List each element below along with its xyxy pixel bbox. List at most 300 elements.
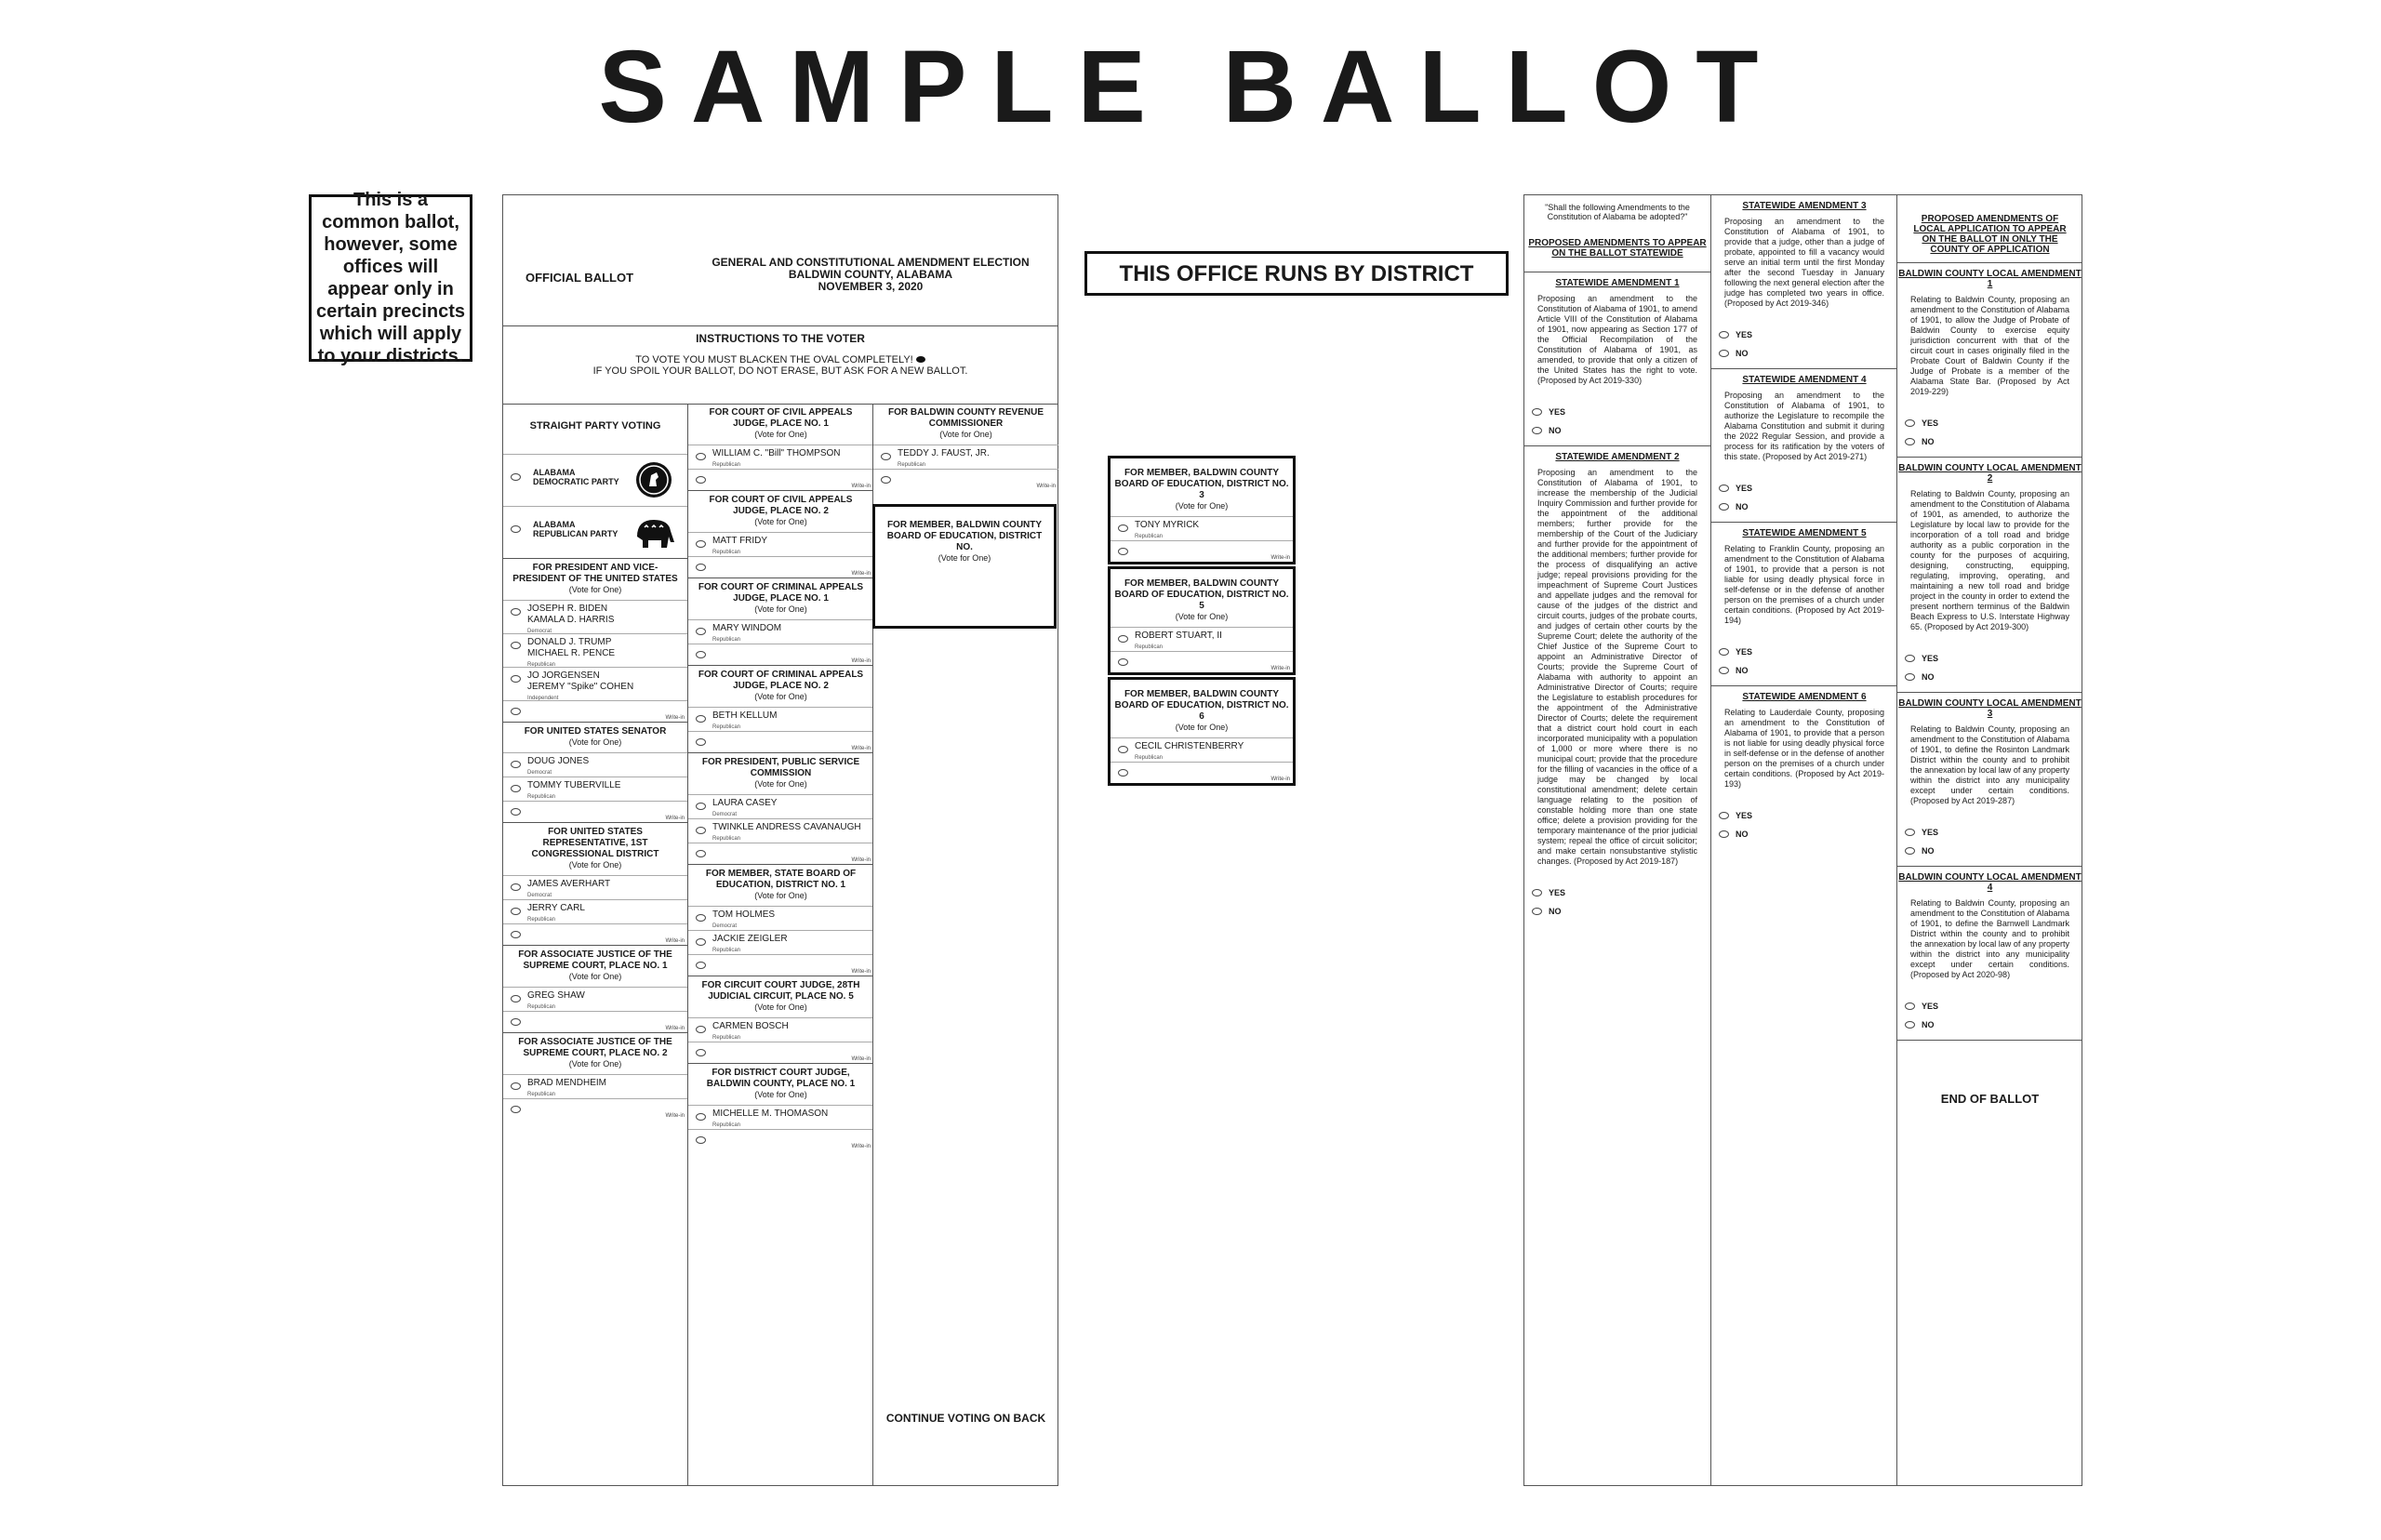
candidate-row[interactable] bbox=[503, 777, 687, 801]
candidate-oval[interactable] bbox=[511, 908, 521, 915]
candidate-name: JOSEPH R. BIDEN KAMALA D. HARRIS bbox=[527, 604, 615, 625]
candidate-oval[interactable] bbox=[696, 540, 706, 548]
race-vote-for: (Vote for One) bbox=[754, 779, 807, 789]
write-in-label: Write-in bbox=[665, 938, 685, 944]
write-in-label: Write-in bbox=[851, 746, 871, 751]
vote-yes-oval[interactable] bbox=[1532, 408, 1542, 416]
race-vote-for: (Vote for One) bbox=[754, 1002, 807, 1012]
amendment-block bbox=[1897, 866, 2082, 1040]
write-in-oval[interactable] bbox=[511, 1018, 521, 1026]
candidate-oval[interactable] bbox=[696, 938, 706, 946]
vote-no-label: NO bbox=[1922, 672, 1935, 682]
amendment-text: Relating to Baldwin County, proposing an amendment to the Constitution of Alabama of 1901, to define the Rosinton Landmark District within the county and to prohibit the annexation by local law of any property within the district into any municipality except under certain conditions. (Proposed by Act 2019-287) bbox=[1910, 724, 2069, 805]
candidate-name: GREG SHAW bbox=[527, 990, 585, 1001]
vote-yes-oval[interactable] bbox=[1532, 889, 1542, 896]
district-races bbox=[1108, 456, 1296, 788]
candidate-party: Democrat bbox=[712, 923, 738, 929]
race-block bbox=[688, 864, 873, 976]
write-in-row[interactable] bbox=[688, 556, 873, 578]
vote-no-row[interactable] bbox=[1711, 661, 1897, 680]
ballot-columns bbox=[503, 404, 1057, 1485]
vote-no-oval[interactable] bbox=[1905, 673, 1915, 681]
candidate-name: MICHELLE M. THOMASON bbox=[712, 1109, 829, 1119]
candidate-row[interactable] bbox=[688, 445, 873, 469]
instructions-title: INSTRUCTIONS TO THE VOTER bbox=[696, 332, 865, 345]
vote-yes-row[interactable] bbox=[1897, 649, 2082, 668]
race-block bbox=[688, 976, 873, 1063]
race-title: FOR MEMBER, BALDWIN COUNTY BOARD OF EDUCATION, DISTRICT NO. 3 bbox=[1114, 468, 1289, 500]
amendment-text: Relating to Baldwin County, proposing an amendment to the Constitution of Alabama of 1901, as amended, to authorize the Legislature by local law to provide for the incorporation of a toll road and bridge authority as a public corporation in the county for the purposes of acquiring, designing, constructing, equipping, regulating, improving, operating, and maintaining a new toll road and bridge project in the county in order to extend the present northern terminus of the Baldwin Beach Express to U.S. Interstate Highway 65. (Proposed by Act 2019-300) bbox=[1910, 489, 2069, 631]
candidate-oval[interactable] bbox=[1118, 746, 1128, 753]
candidate-party: Republican bbox=[898, 462, 926, 468]
vote-no-row[interactable] bbox=[1524, 421, 1710, 440]
write-in-row[interactable] bbox=[503, 700, 687, 722]
write-in-label: Write-in bbox=[665, 1026, 685, 1031]
amendment-block bbox=[1711, 685, 1897, 849]
vote-yes-row[interactable] bbox=[1524, 403, 1710, 421]
race-vote-for: (Vote for One) bbox=[568, 1059, 622, 1069]
vote-no-label: NO bbox=[1549, 426, 1562, 435]
race-block bbox=[503, 722, 687, 822]
amendment-spacer bbox=[1897, 806, 2082, 823]
candidate-oval[interactable] bbox=[511, 675, 521, 683]
candidate-oval[interactable] bbox=[511, 883, 521, 891]
candidate-row[interactable] bbox=[503, 667, 687, 700]
vote-no-oval[interactable] bbox=[1719, 350, 1729, 357]
write-in-row[interactable] bbox=[1111, 651, 1293, 672]
race-block bbox=[1108, 456, 1296, 564]
write-in-row[interactable] bbox=[688, 644, 873, 665]
instructions-line-2: IF YOU SPOIL YOUR BALLOT, DO NOT ERASE, BUT ASK FOR A NEW BALLOT. bbox=[592, 365, 968, 377]
vote-no-row[interactable] bbox=[1897, 432, 2082, 451]
race-vote-for: (Vote for One) bbox=[754, 891, 807, 900]
race-block bbox=[503, 945, 687, 1032]
vote-yes-label: YES bbox=[1736, 330, 1753, 339]
vote-yes-oval[interactable] bbox=[1905, 829, 1915, 836]
election-county: BALDWIN COUNTY, ALABAMA bbox=[788, 268, 953, 281]
official-ballot-label: OFFICIAL BALLOT bbox=[525, 271, 634, 285]
party-republican-label: ALABAMA REPUBLICAN PARTY bbox=[533, 520, 619, 538]
amendment-block bbox=[1897, 262, 2082, 457]
vote-no-oval[interactable] bbox=[1905, 847, 1915, 855]
candidate-party: Republican bbox=[712, 637, 741, 643]
candidate-party: Democrat bbox=[527, 893, 552, 898]
instructions-text-1: TO VOTE YOU MUST BLACKEN THE OVAL COMPLETELY! bbox=[635, 354, 913, 365]
race-title: FOR MEMBER, BALDWIN COUNTY BOARD OF EDUCATION, DISTRICT NO. 6 bbox=[1114, 689, 1289, 722]
amendment-title: STATEWIDE AMENDMENT 5 bbox=[1742, 528, 1867, 538]
candidate-row[interactable] bbox=[1111, 516, 1293, 540]
candidate-oval[interactable] bbox=[1118, 524, 1128, 532]
race-block bbox=[503, 558, 687, 722]
write-in-row[interactable] bbox=[688, 1042, 873, 1063]
vote-no-oval[interactable] bbox=[1905, 438, 1915, 445]
race-block bbox=[688, 578, 873, 665]
write-in-row[interactable] bbox=[503, 801, 687, 822]
amendment-block bbox=[1711, 195, 1897, 368]
vote-no-label: NO bbox=[1922, 1020, 1935, 1029]
write-in-label: Write-in bbox=[851, 484, 871, 489]
candidate-party: Republican bbox=[527, 662, 556, 668]
vote-no-label: NO bbox=[1736, 502, 1749, 511]
amendment-title: STATEWIDE AMENDMENT 2 bbox=[1555, 452, 1680, 462]
race-vote-for: (Vote for One) bbox=[1175, 501, 1229, 511]
write-in-row[interactable] bbox=[503, 1011, 687, 1032]
vote-yes-label: YES bbox=[1736, 647, 1753, 657]
amendment-text: Relating to Franklin County, proposing an amendment to the Constitution of Alabama of 1901, to provide that a person is not liable for using deadly physical force in self-defense or in the defense of another person on the premises of a church under certain conditions. (Proposed by Act 2019-194) bbox=[1724, 544, 1884, 625]
candidate-oval[interactable] bbox=[696, 827, 706, 834]
vote-no-label: NO bbox=[1549, 907, 1562, 916]
candidate-party: Republican bbox=[527, 794, 556, 800]
candidate-party: Republican bbox=[712, 724, 741, 730]
end-of-ballot-label: END OF BALLOT bbox=[1897, 1040, 2082, 1105]
vote-yes-label: YES bbox=[1549, 888, 1566, 897]
ballot-header bbox=[503, 195, 1057, 326]
write-in-row[interactable] bbox=[688, 1129, 873, 1150]
vote-yes-row[interactable] bbox=[1524, 883, 1710, 902]
race-block bbox=[688, 665, 873, 752]
amendment-spacer bbox=[1897, 632, 2082, 649]
write-in-oval[interactable] bbox=[511, 708, 521, 715]
candidate-row[interactable] bbox=[688, 1017, 873, 1042]
write-in-row[interactable] bbox=[503, 923, 687, 945]
candidate-party: Republican bbox=[1135, 755, 1164, 761]
candidate-row[interactable] bbox=[688, 794, 873, 818]
race-vote-for: (Vote for One) bbox=[754, 604, 807, 614]
race-title: FOR COURT OF CRIMINAL APPEALS JUDGE, PLACE NO. 1 bbox=[698, 582, 864, 604]
vote-yes-oval[interactable] bbox=[1719, 331, 1729, 339]
amendment-spacer bbox=[1897, 397, 2082, 414]
race-title: FOR MEMBER, BALDWIN COUNTY BOARD OF EDUCATION, DISTRICT NO. 5 bbox=[1114, 578, 1289, 611]
vote-no-oval[interactable] bbox=[1532, 908, 1542, 915]
amendment-block bbox=[1897, 692, 2082, 866]
write-in-label: Write-in bbox=[851, 1056, 871, 1062]
race-vote-for: (Vote for One) bbox=[568, 972, 622, 981]
amendment-text: Relating to Lauderdale County, proposing an amendment to the Constitution of Alabama of 1901, to provide that a person is not liable for using deadly physical force in self-defense or in the defense of another person on the premises of a church under certain conditions. (Proposed by Act 2019-193) bbox=[1724, 708, 1884, 789]
race-title: FOR PRESIDENT, PUBLIC SERVICE COMMISSION bbox=[701, 757, 860, 778]
write-in-oval[interactable] bbox=[1118, 769, 1128, 777]
vote-no-row[interactable] bbox=[1711, 825, 1897, 843]
write-in-label: Write-in bbox=[665, 1113, 685, 1119]
candidate-oval[interactable] bbox=[511, 761, 521, 768]
candidate-row[interactable] bbox=[503, 600, 687, 633]
write-in-oval[interactable] bbox=[1118, 658, 1128, 666]
vote-yes-row[interactable] bbox=[1711, 479, 1897, 498]
vote-yes-oval[interactable] bbox=[1719, 485, 1729, 492]
write-in-row[interactable] bbox=[503, 1098, 687, 1120]
write-in-oval[interactable] bbox=[696, 651, 706, 658]
vote-no-label: NO bbox=[1922, 846, 1935, 856]
candidate-oval[interactable] bbox=[696, 715, 706, 723]
race-title: FOR COURT OF CRIMINAL APPEALS JUDGE, PLACE NO. 2 bbox=[698, 670, 864, 691]
write-in-label: Write-in bbox=[851, 571, 871, 577]
amendment-block bbox=[1711, 368, 1897, 522]
vote-yes-row[interactable] bbox=[1711, 806, 1897, 825]
candidate-name: ROBERT STUART, II bbox=[1135, 631, 1222, 641]
candidate-party: Republican bbox=[712, 948, 741, 953]
vote-yes-row[interactable] bbox=[1897, 414, 2082, 432]
vote-yes-label: YES bbox=[1736, 484, 1753, 493]
candidate-row[interactable] bbox=[503, 987, 687, 1011]
vote-yes-oval[interactable] bbox=[1905, 655, 1915, 662]
candidate-oval[interactable] bbox=[696, 1113, 706, 1121]
candidate-oval[interactable] bbox=[511, 995, 521, 1002]
party-republican-oval[interactable] bbox=[511, 525, 521, 533]
vote-no-row[interactable] bbox=[1897, 842, 2082, 860]
race-vote-for: (Vote for One) bbox=[568, 860, 622, 870]
continue-voting-label: CONTINUE VOTING ON BACK bbox=[885, 1412, 1046, 1425]
rooster-icon bbox=[636, 462, 672, 498]
race-title: FOR PRESIDENT AND VICE-PRESIDENT OF THE UNITED STATES bbox=[512, 563, 678, 584]
write-in-row[interactable] bbox=[688, 731, 873, 752]
candidate-row[interactable] bbox=[688, 818, 873, 843]
write-in-label: Write-in bbox=[851, 969, 871, 975]
candidate-party: Independent bbox=[527, 696, 559, 701]
amendment-title: STATEWIDE AMENDMENT 3 bbox=[1742, 201, 1867, 211]
candidate-oval[interactable] bbox=[511, 608, 521, 616]
candidate-name: TOM HOLMES bbox=[712, 909, 776, 920]
vote-yes-label: YES bbox=[1922, 828, 1939, 837]
write-in-oval[interactable] bbox=[511, 808, 521, 816]
amendment-title: STATEWIDE AMENDMENT 4 bbox=[1742, 375, 1867, 385]
write-in-label: Write-in bbox=[665, 715, 685, 721]
vote-yes-row[interactable] bbox=[1711, 643, 1897, 661]
vote-no-oval[interactable] bbox=[1719, 830, 1729, 838]
candidate-name: TONY MYRICK bbox=[1135, 520, 1200, 530]
amendment-spacer bbox=[1711, 626, 1897, 643]
amendment-question: "Shall the following Amendments to the Constitution of Alabama be adopted?" bbox=[1545, 203, 1690, 221]
district-race-box bbox=[872, 504, 1057, 629]
candidate-row[interactable] bbox=[503, 875, 687, 899]
column-3 bbox=[872, 404, 1058, 1485]
candidate-oval[interactable] bbox=[511, 1082, 521, 1090]
race-block bbox=[688, 1063, 873, 1150]
write-in-oval[interactable] bbox=[1118, 548, 1128, 555]
column-1 bbox=[503, 404, 687, 1485]
race-title: FOR ASSOCIATE JUSTICE OF THE SUPREME COURT, PLACE NO. 1 bbox=[518, 949, 672, 971]
amendment-block bbox=[1524, 445, 1710, 926]
vote-no-oval[interactable] bbox=[1719, 667, 1729, 674]
candidate-party: Republican bbox=[1135, 534, 1164, 539]
candidate-row[interactable] bbox=[873, 445, 1058, 469]
common-ballot-note: This is a common ballot, however, some offices will appear only in certain precincts which will apply to your districts. bbox=[309, 194, 472, 362]
vote-yes-row[interactable] bbox=[1897, 823, 2082, 842]
amendment-text: Relating to Baldwin County, proposing an amendment to the Constitution of Alabama of 1901, to allow the Judge of Probate of Baldwin County to exercise equity jurisdiction concurrent with that of the circuit court in cases originally filed in the Probate Court of Baldwin County if the Judge of Probate is a member of the Alabama State Bar. (Proposed by Act 2019-229) bbox=[1910, 295, 2069, 396]
candidate-oval[interactable] bbox=[696, 453, 706, 460]
candidate-row[interactable] bbox=[503, 752, 687, 777]
candidate-row[interactable] bbox=[688, 1105, 873, 1129]
candidate-row[interactable] bbox=[1111, 627, 1293, 651]
amendment-block bbox=[1711, 522, 1897, 685]
candidate-oval[interactable] bbox=[696, 1026, 706, 1033]
vote-no-row[interactable] bbox=[1711, 344, 1897, 363]
candidate-row[interactable] bbox=[503, 633, 687, 667]
vote-yes-oval[interactable] bbox=[1719, 648, 1729, 656]
amendment-block bbox=[1897, 457, 2082, 692]
amendment-title: STATEWIDE AMENDMENT 6 bbox=[1742, 692, 1867, 702]
amendment-text: Proposing an amendment to the Constitution of Alabama of 1901, to amend Article VIII of the Constitution of Alabama of 1901, now appearing as Section 177 of the Official Recompilation of the Constitution of Alabama of 1901, as amended, to provide that only a citizen of the United States has the right to vote. (Proposed by Act 2019-330) bbox=[1537, 294, 1697, 385]
candidate-oval[interactable] bbox=[696, 628, 706, 635]
race-block bbox=[688, 404, 873, 490]
race-vote-for: (Vote for One) bbox=[754, 692, 807, 701]
vote-no-row[interactable] bbox=[1897, 668, 2082, 686]
vote-no-label: NO bbox=[1736, 349, 1749, 358]
candidate-name: BETH KELLUM bbox=[712, 710, 778, 721]
vote-no-oval[interactable] bbox=[1532, 427, 1542, 434]
instructions-line-1 bbox=[503, 354, 1057, 365]
write-in-row[interactable] bbox=[688, 843, 873, 864]
race-block bbox=[688, 752, 873, 864]
write-in-oval[interactable] bbox=[696, 850, 706, 857]
district-race-title: FOR MEMBER, BALDWIN COUNTY BOARD OF EDUCATION, DISTRICT NO. bbox=[886, 520, 1043, 552]
vote-yes-label: YES bbox=[1922, 654, 1939, 663]
amendment-spacer bbox=[1711, 462, 1897, 479]
race-title: FOR CIRCUIT COURT JUDGE, 28TH JUDICIAL CIRCUIT, PLACE NO. 5 bbox=[701, 980, 860, 1002]
candidate-name: DOUG JONES bbox=[527, 756, 590, 766]
statewide-header: PROPOSED AMENDMENTS TO APPEAR ON THE BALLOT STATEWIDE bbox=[1528, 238, 1707, 259]
vote-yes-oval[interactable] bbox=[1905, 1002, 1915, 1010]
election-title bbox=[689, 257, 1052, 293]
vote-no-row[interactable] bbox=[1711, 498, 1897, 516]
race-title: FOR ASSOCIATE JUSTICE OF THE SUPREME COURT, PLACE NO. 2 bbox=[518, 1037, 672, 1058]
candidate-name: MARY WINDOM bbox=[712, 623, 782, 633]
candidate-name: TOMMY TUBERVILLE bbox=[527, 780, 621, 790]
candidate-name: LAURA CASEY bbox=[712, 798, 778, 808]
party-republican[interactable] bbox=[503, 506, 687, 559]
candidate-party: Republican bbox=[527, 1004, 556, 1010]
candidate-oval[interactable] bbox=[881, 453, 891, 460]
vote-yes-oval[interactable] bbox=[1905, 419, 1915, 427]
back-column-3 bbox=[1896, 195, 2082, 1485]
vote-yes-label: YES bbox=[1549, 407, 1566, 417]
amendment-title: BALDWIN COUNTY LOCAL AMENDMENT 4 bbox=[1898, 872, 2082, 893]
write-in-label: Write-in bbox=[851, 658, 871, 664]
candidate-name: JO JORGENSEN JEREMY "Spike" COHEN bbox=[527, 670, 634, 692]
race-block bbox=[503, 1032, 687, 1120]
vote-no-row[interactable] bbox=[1897, 1016, 2082, 1034]
party-democratic[interactable] bbox=[503, 454, 687, 507]
amendment-spacer bbox=[1524, 386, 1710, 403]
candidate-row[interactable] bbox=[503, 1074, 687, 1098]
vote-no-oval[interactable] bbox=[1719, 503, 1729, 511]
candidate-party: Republican bbox=[712, 1122, 741, 1128]
race-title: FOR BALDWIN COUNTY REVENUE COMMISSIONER bbox=[887, 407, 1044, 429]
write-in-row[interactable] bbox=[688, 954, 873, 976]
candidate-name: DONALD J. TRUMP MICHAEL R. PENCE bbox=[527, 637, 616, 658]
race-block bbox=[873, 404, 1058, 490]
candidate-name: TEDDY J. FAUST, JR. bbox=[898, 448, 990, 458]
vote-yes-oval[interactable] bbox=[1719, 812, 1729, 819]
vote-no-row[interactable] bbox=[1524, 902, 1710, 921]
vote-yes-label: YES bbox=[1922, 1002, 1939, 1011]
write-in-row[interactable] bbox=[873, 469, 1058, 490]
candidate-party: Democrat bbox=[527, 770, 552, 776]
candidate-row[interactable] bbox=[688, 930, 873, 954]
candidate-party: Republican bbox=[712, 1035, 741, 1041]
race-block bbox=[503, 822, 687, 945]
candidate-row[interactable] bbox=[688, 707, 873, 731]
vote-yes-row[interactable] bbox=[1711, 325, 1897, 344]
race-title: FOR MEMBER, STATE BOARD OF EDUCATION, DISTRICT NO. 1 bbox=[705, 869, 857, 890]
candidate-row[interactable] bbox=[688, 619, 873, 644]
candidate-oval[interactable] bbox=[696, 914, 706, 922]
vote-yes-label: YES bbox=[1922, 418, 1939, 428]
write-in-oval[interactable] bbox=[881, 476, 891, 484]
write-in-label: Write-in bbox=[1270, 555, 1290, 561]
elephant-icon bbox=[632, 514, 676, 551]
vote-no-oval[interactable] bbox=[1905, 1021, 1915, 1029]
district-race-vote-for: (Vote for One) bbox=[938, 553, 991, 563]
write-in-label: Write-in bbox=[665, 816, 685, 821]
amendment-spacer bbox=[1711, 790, 1897, 806]
instructions bbox=[503, 325, 1057, 405]
write-in-label: Write-in bbox=[851, 857, 871, 863]
party-democratic-oval[interactable] bbox=[511, 473, 521, 481]
candidate-party: Republican bbox=[527, 1092, 556, 1097]
write-in-oval[interactable] bbox=[511, 931, 521, 938]
vote-yes-row[interactable] bbox=[1897, 997, 2082, 1016]
race-title: FOR DISTRICT COURT JUDGE, BALDWIN COUNTY, PLACE NO. 1 bbox=[706, 1068, 856, 1089]
race-block bbox=[1108, 677, 1296, 786]
write-in-oval[interactable] bbox=[696, 1136, 706, 1144]
candidate-oval[interactable] bbox=[511, 642, 521, 649]
race-vote-for: (Vote for One) bbox=[754, 1090, 807, 1099]
candidate-row[interactable] bbox=[1111, 737, 1293, 762]
district-banner: THIS OFFICE RUNS BY DISTRICT bbox=[1084, 251, 1509, 296]
candidate-oval[interactable] bbox=[511, 785, 521, 792]
candidate-name: JAMES AVERHART bbox=[527, 879, 611, 889]
amendment-spacer bbox=[1711, 309, 1897, 325]
local-header: PROPOSED AMENDMENTS OF LOCAL APPLICATION TO APPEAR ON THE BALLOT IN ONLY THE COUNTY OF APPLICATION bbox=[1913, 214, 2067, 255]
candidate-name: WILLIAM C. "Bill" THOMPSON bbox=[712, 448, 841, 458]
candidate-party: Republican bbox=[1135, 644, 1164, 650]
candidate-row[interactable] bbox=[503, 899, 687, 923]
write-in-label: Write-in bbox=[851, 1144, 871, 1149]
election-date: NOVEMBER 3, 2020 bbox=[818, 280, 924, 293]
race-vote-for: (Vote for One) bbox=[939, 430, 992, 439]
race-vote-for: (Vote for One) bbox=[1175, 612, 1229, 621]
write-in-row[interactable] bbox=[1111, 540, 1293, 562]
candidate-party: Democrat bbox=[712, 812, 738, 817]
page-title: SAMPLE BALLOT bbox=[598, 30, 1783, 144]
amendment-block bbox=[1524, 272, 1710, 445]
write-in-oval[interactable] bbox=[696, 476, 706, 484]
write-in-row[interactable] bbox=[688, 469, 873, 490]
write-in-label: Write-in bbox=[1270, 666, 1290, 671]
race-vote-for: (Vote for One) bbox=[754, 517, 807, 526]
vote-no-label: NO bbox=[1736, 666, 1749, 675]
write-in-oval[interactable] bbox=[696, 962, 706, 969]
candidate-party: Republican bbox=[712, 462, 741, 468]
vote-yes-label: YES bbox=[1736, 811, 1753, 820]
candidate-name: BRAD MENDHEIM bbox=[527, 1078, 607, 1088]
candidate-oval[interactable] bbox=[1118, 635, 1128, 643]
write-in-row[interactable] bbox=[1111, 762, 1293, 783]
race-title: FOR COURT OF CIVIL APPEALS JUDGE, PLACE NO. 2 bbox=[709, 495, 853, 516]
candidate-oval[interactable] bbox=[696, 803, 706, 810]
amendment-spacer bbox=[1524, 867, 1710, 883]
amendment-title: STATEWIDE AMENDMENT 1 bbox=[1555, 278, 1680, 288]
candidate-row[interactable] bbox=[688, 532, 873, 556]
amendment-spacer bbox=[1897, 980, 2082, 997]
write-in-oval[interactable] bbox=[696, 738, 706, 746]
amendment-title: BALDWIN COUNTY LOCAL AMENDMENT 3 bbox=[1898, 698, 2082, 719]
write-in-oval[interactable] bbox=[696, 564, 706, 571]
candidate-row[interactable] bbox=[688, 906, 873, 930]
race-vote-for: (Vote for One) bbox=[754, 430, 807, 439]
write-in-oval[interactable] bbox=[511, 1106, 521, 1113]
candidate-name: CARMEN BOSCH bbox=[712, 1021, 789, 1031]
write-in-oval[interactable] bbox=[696, 1049, 706, 1056]
